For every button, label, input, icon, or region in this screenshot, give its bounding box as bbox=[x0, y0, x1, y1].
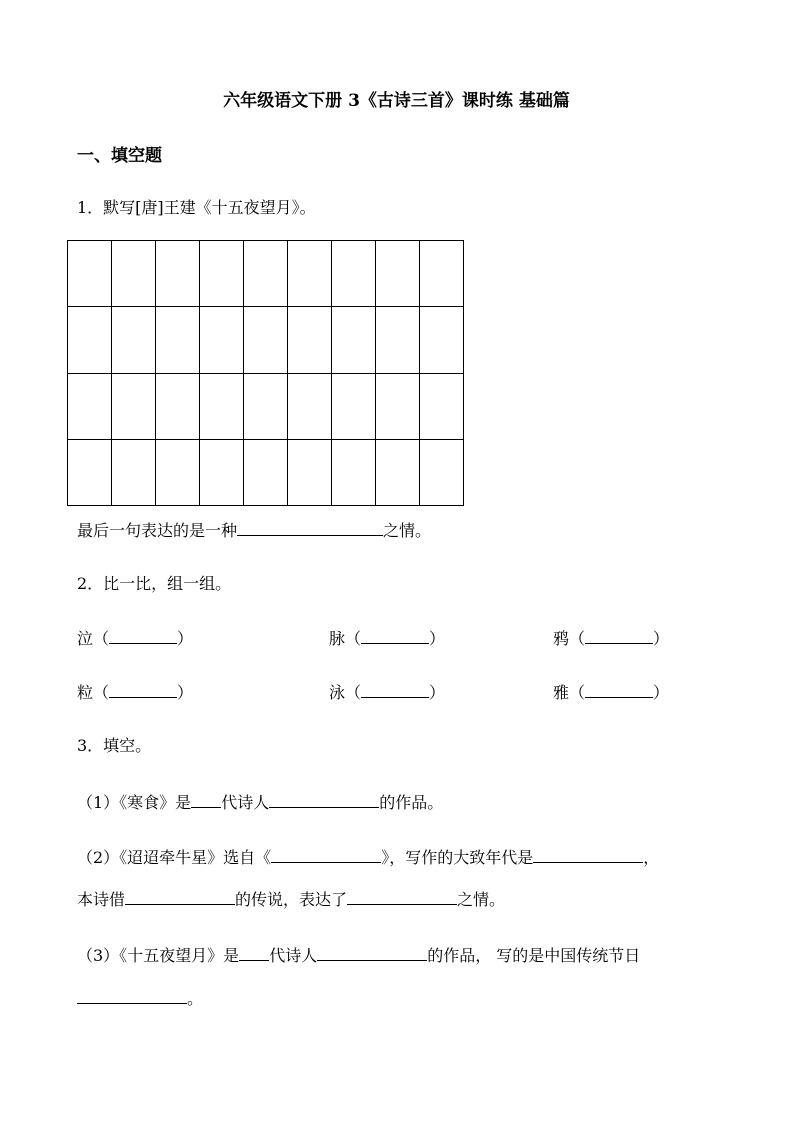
grid-cell[interactable] bbox=[420, 241, 464, 307]
answer-blank[interactable] bbox=[347, 887, 457, 905]
grid-cell[interactable] bbox=[68, 307, 112, 373]
close-paren: ） bbox=[429, 629, 446, 648]
open-paren: （ bbox=[93, 683, 110, 702]
grid-cell[interactable] bbox=[420, 307, 464, 373]
grid-cell[interactable] bbox=[200, 440, 244, 506]
word-char: 脉 bbox=[329, 629, 346, 648]
word-char: 粒 bbox=[77, 683, 94, 702]
question-3-part-2-cont bbox=[77, 887, 505, 911]
answer-blank[interactable] bbox=[77, 986, 187, 1004]
question-2-prompt: 2．比一比，组一组。 bbox=[77, 574, 232, 593]
close-paren: ） bbox=[429, 683, 446, 702]
answer-blank[interactable] bbox=[125, 887, 235, 905]
grid-cell[interactable] bbox=[288, 374, 332, 440]
close-paren: ） bbox=[653, 683, 670, 702]
grid-cell[interactable] bbox=[112, 374, 156, 440]
grid-cell[interactable] bbox=[288, 440, 332, 506]
grid-cell[interactable] bbox=[200, 374, 244, 440]
grid-cell[interactable] bbox=[376, 440, 420, 506]
open-paren: （ bbox=[345, 683, 362, 702]
grid-cell[interactable] bbox=[156, 307, 200, 373]
grid-cell[interactable] bbox=[68, 241, 112, 307]
word-char: 鸦 bbox=[553, 629, 570, 648]
grid-cell[interactable] bbox=[156, 374, 200, 440]
text: 之情。 bbox=[457, 890, 506, 909]
grid-cell[interactable] bbox=[68, 374, 112, 440]
text: ， bbox=[643, 848, 660, 867]
grid-cell[interactable] bbox=[332, 440, 376, 506]
text: 的作品， 写的是中国传统节日 bbox=[427, 946, 641, 965]
open-paren: （ bbox=[93, 629, 110, 648]
grid-cell[interactable] bbox=[420, 374, 464, 440]
word-group-item bbox=[77, 680, 193, 704]
word-char: 泳 bbox=[329, 683, 346, 702]
grid-cell[interactable] bbox=[244, 440, 288, 506]
answer-blank[interactable] bbox=[361, 626, 429, 644]
grid-cell[interactable] bbox=[332, 307, 376, 373]
grid-cell[interactable] bbox=[288, 241, 332, 307]
grid-cell[interactable] bbox=[244, 241, 288, 307]
word-char: 雅 bbox=[553, 683, 570, 702]
question-3-part-1 bbox=[77, 790, 443, 814]
answer-blank[interactable] bbox=[191, 790, 221, 808]
open-paren: （ bbox=[569, 629, 586, 648]
grid-cell[interactable] bbox=[288, 307, 332, 373]
answer-blank[interactable] bbox=[109, 680, 177, 698]
grid-cell[interactable] bbox=[332, 374, 376, 440]
close-paren: ） bbox=[653, 629, 670, 648]
section-heading: 一、填空题 bbox=[77, 146, 162, 166]
grid-cell[interactable] bbox=[332, 241, 376, 307]
grid-cell[interactable] bbox=[200, 241, 244, 307]
answer-blank[interactable] bbox=[269, 790, 379, 808]
grid-cell[interactable] bbox=[420, 440, 464, 506]
open-paren: （ bbox=[345, 629, 362, 648]
text: 》，写作的大致年代是 bbox=[381, 848, 534, 867]
grid-cell[interactable] bbox=[244, 307, 288, 373]
text: 。 bbox=[187, 989, 204, 1008]
answer-blank[interactable] bbox=[317, 943, 427, 961]
word-group-item bbox=[553, 626, 669, 650]
word-group-item bbox=[329, 626, 445, 650]
answer-blank[interactable] bbox=[533, 845, 643, 863]
grid-cell[interactable] bbox=[156, 241, 200, 307]
question-3-prompt: 3．填空。 bbox=[77, 736, 152, 755]
question-1-follow bbox=[77, 518, 431, 542]
text: （3）《十五夜望月》是 bbox=[77, 946, 240, 965]
text: （1）《寒食》是 bbox=[77, 793, 192, 812]
close-paren: ） bbox=[177, 629, 194, 648]
grid-cell[interactable] bbox=[376, 307, 420, 373]
follow-prefix: 最后一句表达的是一种 bbox=[77, 521, 238, 540]
grid-cell[interactable] bbox=[156, 440, 200, 506]
writing-grid[interactable] bbox=[67, 240, 464, 506]
grid-cell[interactable] bbox=[376, 241, 420, 307]
word-group-item bbox=[77, 626, 193, 650]
question-3-part-3 bbox=[77, 943, 640, 967]
answer-blank[interactable] bbox=[585, 626, 653, 644]
text: 本诗借 bbox=[77, 890, 126, 909]
answer-blank[interactable] bbox=[239, 943, 269, 961]
open-paren: （ bbox=[569, 683, 586, 702]
text: 代诗人 bbox=[269, 946, 318, 965]
grid-cell[interactable] bbox=[244, 374, 288, 440]
grid-cell[interactable] bbox=[112, 307, 156, 373]
answer-blank[interactable] bbox=[361, 680, 429, 698]
close-paren: ） bbox=[177, 683, 194, 702]
answer-blank[interactable] bbox=[271, 845, 381, 863]
grid-cell[interactable] bbox=[112, 241, 156, 307]
grid-cell[interactable] bbox=[376, 374, 420, 440]
word-group-item bbox=[553, 680, 669, 704]
text: 代诗人 bbox=[221, 793, 270, 812]
question-3-part-3-cont bbox=[77, 986, 203, 1010]
word-group-item bbox=[329, 680, 445, 704]
text: 的作品。 bbox=[379, 793, 444, 812]
grid-cell[interactable] bbox=[200, 307, 244, 373]
question-1-prompt: 1．默写[唐]王建《十五夜望月》。 bbox=[77, 198, 316, 217]
answer-blank[interactable] bbox=[109, 626, 177, 644]
follow-suffix: 之情。 bbox=[383, 521, 432, 540]
text: （2）《迢迢牵牛星》选自《 bbox=[77, 848, 272, 867]
word-char: 泣 bbox=[77, 629, 94, 648]
grid-cell[interactable] bbox=[68, 440, 112, 506]
answer-blank[interactable] bbox=[237, 518, 383, 536]
grid-cell[interactable] bbox=[112, 440, 156, 506]
text: 的传说，表达了 bbox=[235, 890, 348, 909]
page-title: 六年级语文下册 3《古诗三首》课时练 基础篇 bbox=[223, 91, 570, 111]
question-3-part-2 bbox=[77, 845, 659, 869]
answer-blank[interactable] bbox=[585, 680, 653, 698]
